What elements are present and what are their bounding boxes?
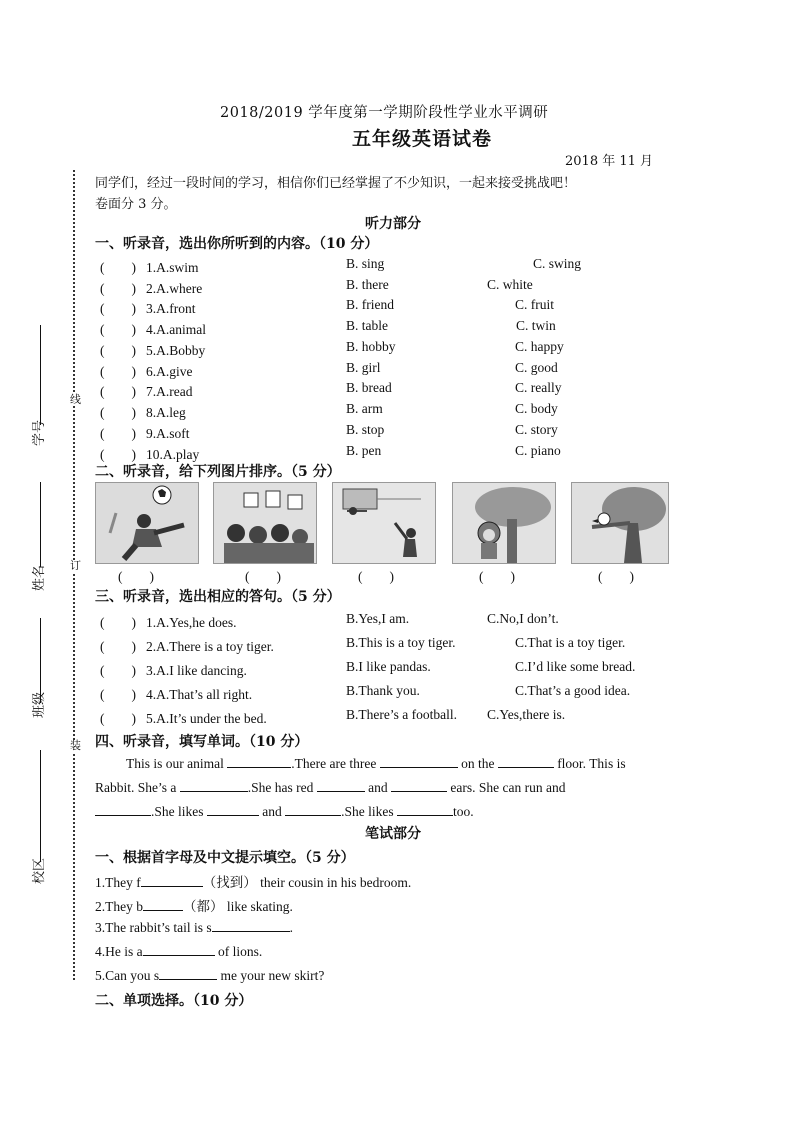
option-b: B.Yes,I am. — [346, 611, 410, 626]
option-c: C. piano — [515, 443, 561, 458]
answer-paren[interactable]: ( ) — [100, 301, 136, 316]
fill-item-1: 1.They f （找到） their cousin in his bedroom. — [95, 875, 412, 890]
passage-line-2: Rabbit. She’s a .She has red and ears. She can run and — [95, 780, 566, 795]
monkey-tree-icon — [453, 483, 555, 563]
listening-section-3-title: 三、听录音，选出相应的答句。（5 分） — [95, 589, 341, 605]
option-c: C.I’d like some bread. — [515, 659, 636, 674]
class-field[interactable] — [40, 618, 41, 703]
blank-2[interactable] — [380, 755, 458, 768]
choice-row — [100, 360, 193, 380]
monkey-under-tree-picture — [452, 482, 556, 564]
choice-row — [100, 683, 252, 703]
option-c: C. white — [487, 277, 533, 292]
option-a: 4.A.That’s all right. — [146, 687, 253, 702]
option-c: C. good — [515, 360, 558, 375]
fill-blank-3[interactable] — [212, 919, 290, 932]
blank-9[interactable] — [285, 803, 341, 816]
option-a: 1.A.swim — [146, 260, 199, 275]
choice-row — [100, 635, 274, 655]
answer-paren[interactable]: ( ) — [100, 260, 136, 275]
bird-in-tree-picture — [571, 482, 669, 564]
option-b: B.This is a toy tiger. — [346, 635, 456, 650]
answer-paren[interactable]: ( ) — [100, 281, 136, 296]
answer-paren[interactable]: ( ) — [100, 322, 136, 337]
fill-blank-1[interactable] — [141, 874, 203, 887]
option-a: 2.A.There is a toy tiger. — [146, 639, 274, 654]
option-a: 6.A.give — [146, 364, 193, 379]
picture-1-answer-paren[interactable]: ( ) — [118, 569, 154, 584]
option-c: C. swing — [533, 256, 582, 271]
option-a: 3.A.front — [146, 301, 196, 316]
option-a: 1.A.Yes,he does. — [146, 615, 237, 630]
fill-item-5: 5.Can you s me your new skirt? — [95, 968, 325, 983]
choice-row — [100, 318, 206, 338]
option-c: C. body — [515, 401, 558, 416]
picture-3-answer-paren[interactable]: ( ) — [358, 569, 394, 584]
option-c: C.Yes,there is. — [487, 707, 566, 722]
blank-8[interactable] — [207, 803, 259, 816]
campus-field[interactable] — [40, 750, 41, 862]
answer-paren[interactable]: ( ) — [100, 663, 136, 678]
passage-line-3: .She likes and .She likes too. — [95, 803, 474, 820]
choice-row — [100, 659, 247, 679]
choice-row — [100, 422, 190, 442]
answer-paren[interactable]: ( ) — [100, 343, 136, 358]
option-b: B. pen — [346, 443, 382, 458]
picture-5-answer-paren[interactable]: ( ) — [598, 569, 634, 584]
option-b: B.I like pandas. — [346, 659, 431, 674]
fill-item-2: 2.They b （都） like skating. — [95, 899, 293, 914]
blank-7[interactable] — [95, 803, 151, 816]
option-b: B. bread — [346, 380, 392, 395]
binding-mark-zhuang: 装 — [70, 739, 81, 752]
option-c: C.That’s a good idea. — [515, 683, 631, 698]
intro-line-1: 同学们，经过一段时间的学习，相信你们已经掌握了不少知识，一起来接受挑战吧！ — [95, 176, 577, 191]
answer-paren[interactable]: ( ) — [100, 615, 136, 630]
answer-paren[interactable]: ( ) — [100, 405, 136, 420]
option-b: B. girl — [346, 360, 381, 375]
binding-dotted-line — [73, 170, 75, 980]
option-b: B. table — [346, 318, 388, 333]
option-b: B. sing — [346, 256, 385, 271]
binding-mark-ding: 订 — [70, 559, 81, 572]
name-field[interactable] — [40, 482, 41, 567]
exam-term-title: 2018/2019 学年度第一学期阶段性学业水平调研 — [220, 105, 549, 121]
option-a: 10.A.play — [146, 447, 200, 462]
binding-mark-xian: 线 — [70, 393, 81, 406]
fill-item-4: 4.He is a of lions. — [95, 944, 263, 959]
boy-kicking-football-picture — [95, 482, 199, 564]
name-label: 姓名 — [32, 564, 47, 591]
basketball-hoop-icon — [333, 483, 435, 563]
option-a: 5.A.Bobby — [146, 343, 206, 358]
option-a: 4.A.animal — [146, 322, 206, 337]
choice-row — [100, 339, 205, 359]
option-a: 5.A.It’s under the bed. — [146, 711, 267, 726]
option-b: B. friend — [346, 297, 394, 312]
choice-row — [100, 611, 237, 631]
option-a: 8.A.leg — [146, 405, 186, 420]
option-b: B. there — [346, 277, 389, 292]
option-b: B.Thank you. — [346, 683, 420, 698]
blank-10[interactable] — [397, 803, 453, 816]
option-b: B. arm — [346, 401, 383, 416]
fill-item-3: 3.The rabbit’s tail is s . — [95, 920, 293, 935]
option-b: B. hobby — [346, 339, 396, 354]
option-b: B.There’s a football. — [346, 707, 457, 722]
option-a: 3.A.I like dancing. — [146, 663, 247, 678]
fill-blank-4[interactable] — [143, 943, 215, 956]
writing-section-2-title: 二、单项选择。（10 分） — [95, 993, 253, 1009]
bird-tree-icon — [572, 483, 668, 563]
listening-section-1-title: 一、听录音，选出你所听到的内容。（10 分） — [95, 236, 379, 252]
answer-paren[interactable]: ( ) — [100, 687, 136, 702]
class-label: 班级 — [32, 691, 47, 718]
choice-row — [100, 707, 267, 727]
option-c: C.That is a toy tiger. — [515, 635, 626, 650]
option-c: C. twin — [516, 318, 556, 333]
answer-paren[interactable]: ( ) — [100, 639, 136, 654]
boy-playing-basketball-picture — [332, 482, 436, 564]
children-looking-at-robots-picture — [213, 482, 317, 564]
answer-paren[interactable]: ( ) — [100, 447, 136, 462]
answer-paren[interactable]: ( ) — [100, 426, 136, 441]
writing-heading: 笔试部分 — [365, 826, 421, 842]
picture-4-answer-paren[interactable]: ( ) — [479, 569, 515, 584]
choice-row — [100, 443, 199, 463]
fill-blank-2[interactable] — [143, 898, 183, 911]
robots-exhibit-icon — [214, 483, 316, 563]
exam-title: 五年级英语试卷 — [352, 128, 493, 150]
answer-paren[interactable]: ( ) — [100, 364, 136, 379]
choice-row — [100, 297, 196, 317]
passage-line-1: This is our animal .There are three on the floor. This is — [126, 756, 626, 771]
intro-line-2: 卷面分 3 分。 — [95, 197, 177, 212]
blank-4[interactable] — [180, 779, 248, 792]
choice-row — [100, 277, 202, 297]
writing-section-1-title: 一、根据首字母及中文提示填空。（5 分） — [95, 850, 355, 866]
option-c: C. happy — [515, 339, 564, 354]
student-id-field[interactable] — [40, 325, 41, 425]
choice-row — [100, 401, 186, 421]
blank-3[interactable] — [498, 755, 554, 768]
option-c: C. fruit — [515, 297, 554, 312]
answer-paren[interactable]: ( ) — [100, 384, 136, 399]
option-c: C. really — [515, 380, 562, 395]
option-a: 9.A.soft — [146, 426, 190, 441]
student-id-label: 学号 — [32, 419, 47, 446]
listening-section-2-title: 二、听录音，给下列图片排序。（5 分） — [95, 464, 341, 480]
choice-row — [100, 256, 199, 276]
exam-date: 2018 年 11 月 — [565, 154, 654, 169]
blank-1[interactable] — [227, 755, 291, 768]
boy-kicking-football-icon — [96, 483, 198, 563]
answer-paren[interactable]: ( ) — [100, 711, 136, 726]
option-a: 2.A.where — [146, 281, 203, 296]
listening-heading: 听力部分 — [365, 216, 421, 232]
fill-blank-5[interactable] — [159, 967, 217, 980]
option-c: C. story — [515, 422, 558, 437]
option-b: B. stop — [346, 422, 385, 437]
campus-label: 校区 — [32, 857, 47, 884]
blank-5[interactable] — [317, 779, 365, 792]
blank-6[interactable] — [391, 779, 447, 792]
picture-2-answer-paren[interactable]: ( ) — [245, 569, 281, 584]
option-a: 7.A.read — [146, 384, 193, 399]
choice-row — [100, 380, 192, 400]
option-c: C.No,I don’t. — [487, 611, 559, 626]
listening-section-4-title: 四、听录音，填写单词。（10 分） — [95, 734, 309, 750]
